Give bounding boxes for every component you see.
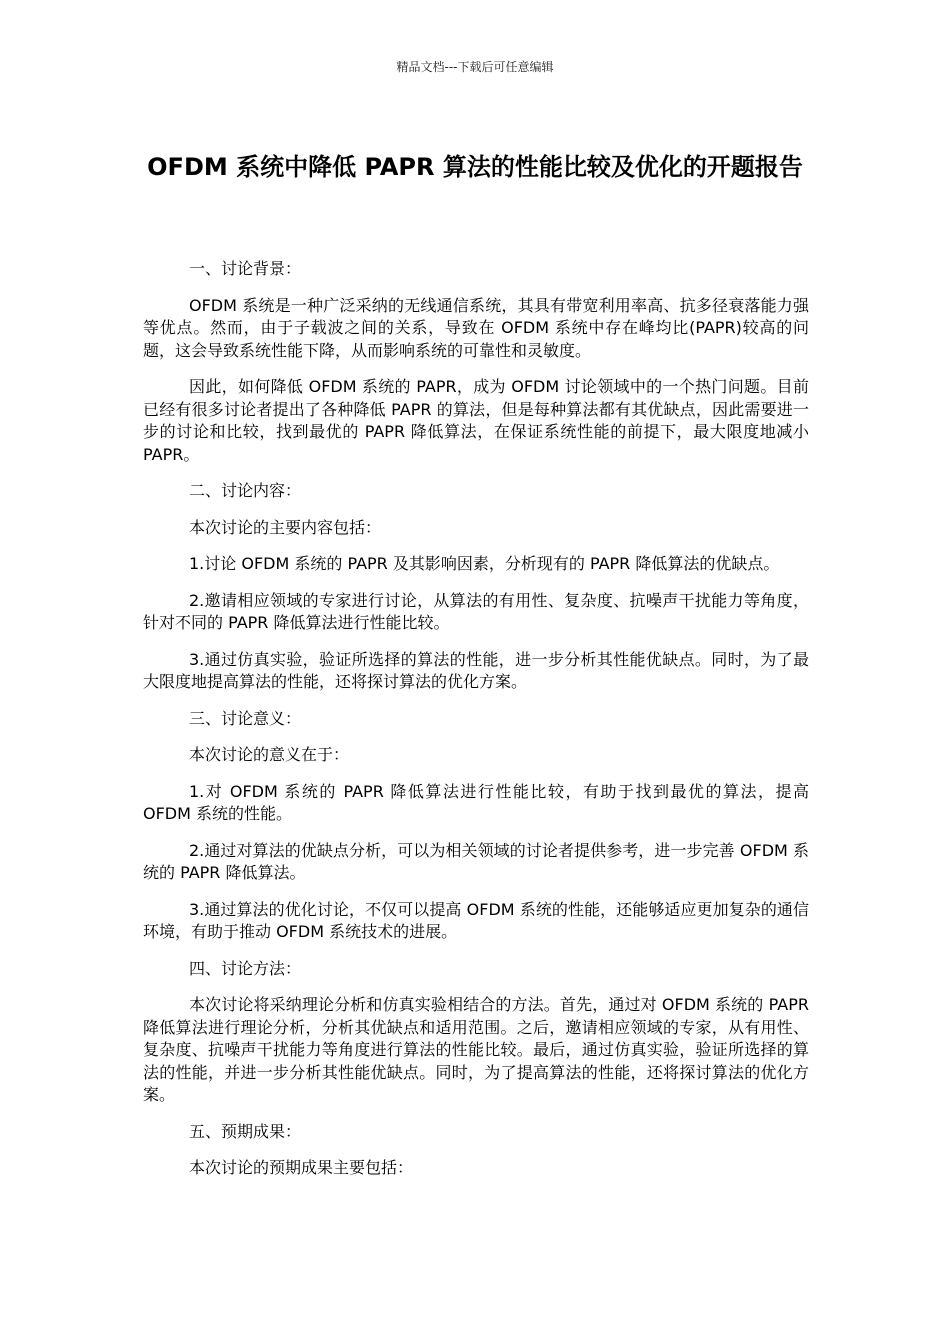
document-body bbox=[143, 258, 809, 1194]
paragraph: 因此，如何降低 OFDM 系统的 PAPR，成为 OFDM 讨论领域中的一个热门问题。目前已经有很多讨论者提出了各种降低 PAPR 的算法，但是每种算法都有其优缺点，因此需要进一步的讨论和比较，找到最优的 PAPR 降低算法，在保证系统性能的前提下，最大限度地减小 PAPR。 bbox=[143, 377, 809, 464]
list-item: 3.通过仿真实验，验证所选择的算法的性能，进一步分析其性能优缺点。同时，为了最大限度地提高算法的性能，还将探讨算法的优化方案。 bbox=[143, 649, 809, 691]
section-heading: 一、讨论背景： bbox=[189, 259, 302, 278]
document-title: OFDM 系统中降低 PAPR 算法的性能比较及优化的开题报告 bbox=[147, 153, 803, 181]
section-heading: 四、讨论方法： bbox=[189, 958, 302, 978]
paragraph: OFDM 系统是一种广泛采纳的无线通信系统，其具有带宽利用率高、抗多径衰落能力强等优点。然而，由于子载波之间的关系，导致在 OFDM 系统中存在峰均比(PAPR)较高的问题，这会导致系统性能下降，从而影响系统的可靠性和灵敏度。 bbox=[143, 295, 809, 360]
page-header: 精品文档---下载后可任意编辑 bbox=[396, 60, 554, 74]
list-item: 2.通过对算法的优缺点分析，可以为相关领域的讨论者提供参考，进一步完善 OFDM 系统的 PAPR 降低算法。 bbox=[143, 840, 809, 882]
section-heading: 三、讨论意义： bbox=[189, 708, 302, 728]
section-heading: 五、预期成果： bbox=[189, 1121, 302, 1141]
section-heading: 二、讨论内容： bbox=[189, 481, 302, 500]
list-item: 1.讨论 OFDM 系统的 PAPR 及其影响因素，分析现有的 PAPR 降低算法的优缺点。 bbox=[189, 554, 780, 573]
paragraph: 本次讨论的意义在于： bbox=[189, 745, 350, 764]
paragraph: 本次讨论的主要内容包括： bbox=[189, 517, 382, 537]
list-item: 3.通过算法的优化讨论，不仅可以提高 OFDM 系统的性能，还能够适应更加复杂的通信环境，有助于推动 OFDM 系统技术的进展。 bbox=[143, 899, 809, 941]
list-item: 1.对 OFDM 系统的 PAPR 降低算法进行性能比较，有助于找到最优的算法，提高 OFDM 系统的性能。 bbox=[143, 781, 809, 823]
list-item: 2.邀请相应领域的专家进行讨论，从算法的有用性、复杂度、抗噪声干扰能力等角度，针对不同的 PAPR 降低算法进行性能比较。 bbox=[143, 590, 809, 632]
paragraph: 本次讨论的预期成果主要包括： bbox=[189, 1158, 414, 1177]
paragraph: 本次讨论将采纳理论分析和仿真实验相结合的方法。首先，通过对 OFDM 系统的 PAPR 降低算法进行理论分析，分析其优缺点和适用范围。之后，邀请相应领域的专家，从有用性、复杂度、抗噪声干扰能力等角度进行算法的性能比较。最后，通过仿真实验，验证所选择的算法的性能，并进一步分析其性能优缺点。同时，为了提高算法的性能，还将探讨算法的优化方案。 bbox=[143, 995, 809, 1104]
